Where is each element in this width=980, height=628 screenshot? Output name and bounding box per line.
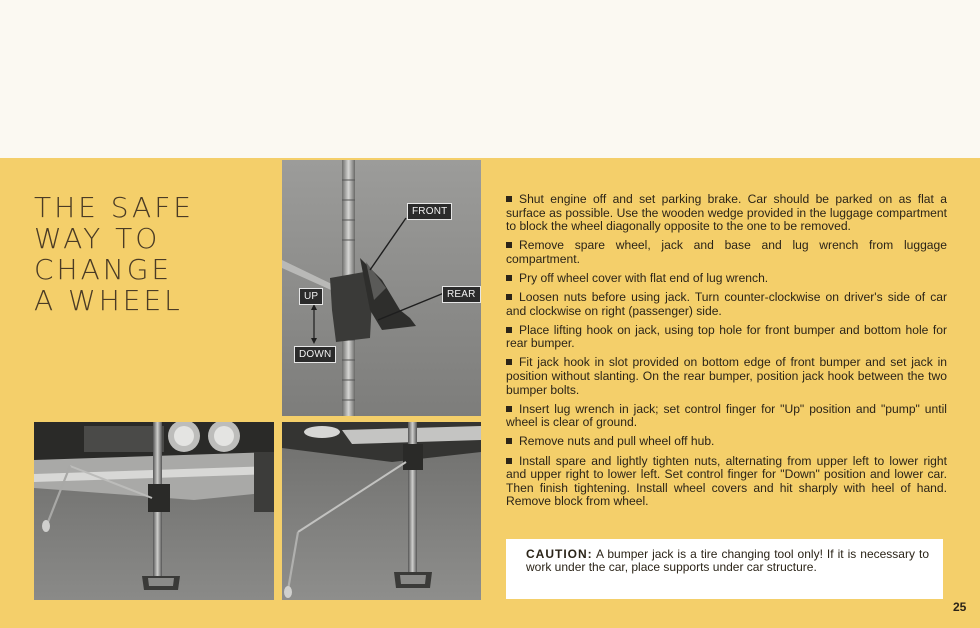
instruction-text: Place lifting hook on jack, using top hole for front bumper and bottom hole for rear bumper. (506, 322, 947, 351)
bullet-icon (506, 275, 512, 281)
front-label: FRONT (407, 203, 452, 220)
instruction-item (506, 291, 947, 318)
instruction-text: Insert lug wrench in jack; set control finger for "Up" position and "pump" until wheel is clear of ground. (506, 401, 947, 430)
instruction-item (506, 193, 947, 234)
front-bumper-illustration (34, 422, 274, 600)
title-line: CHANGE (34, 253, 173, 286)
bullet-icon (506, 458, 512, 464)
down-label: DOWN (294, 346, 336, 363)
bullet-icon (506, 438, 512, 444)
caution-box (506, 539, 943, 599)
rear-bumper-illustration (282, 422, 481, 600)
instruction-text: Fit jack hook in slot provided on bottom edge of front bumper and set jack in position without slanting. On the rear bumper, position jack hook between the two bumper bolts. (506, 355, 947, 397)
instruction-item (506, 356, 947, 397)
page-title (34, 192, 274, 316)
instruction-item (506, 435, 947, 449)
title-line: A WHEEL (34, 284, 183, 317)
caution-text: A bumper jack is a tire changing tool only! If it is necessary to work under the car, place supports under car structure. (526, 547, 929, 575)
instruction-item (506, 272, 947, 286)
page-number: 25 (953, 600, 967, 614)
jack-closeup-photo (282, 160, 481, 416)
rear-bumper-jack-photo (282, 422, 481, 600)
instruction-item (506, 324, 947, 351)
instruction-text: Pry off wheel cover with flat end of lug wrench. (519, 270, 769, 285)
front-bumper-jack-photo (34, 422, 274, 600)
instruction-item (506, 403, 947, 430)
up-label: UP (299, 288, 323, 305)
instruction-text: Install spare and lightly tighten nuts, alternating from upper left to lower right and upper right to lower left. Set control finger for "Down" position and lower car. Then finish tightening. Install wheel covers and hit sharply with heel of hand. Remove block from wheel. (506, 453, 947, 509)
rear-label: REAR (442, 286, 481, 303)
bullet-icon (506, 294, 512, 300)
instruction-item (506, 239, 947, 266)
instruction-text: Shut engine off and set parking brake. Car should be parked on as flat a surface as possible. Use the wooden wedge provided in the luggage compartment to block the wheel diagonally opposite to the one to be removed. (506, 192, 947, 234)
instruction-text: Remove nuts and pull wheel off hub. (519, 434, 715, 449)
bullet-icon (506, 327, 512, 333)
instruction-text: Remove spare wheel, jack and base and lug wrench from luggage compartment. (506, 238, 947, 266)
bullet-icon (506, 406, 512, 412)
title-line: THE SAFE (34, 191, 194, 224)
instruction-text: Loosen nuts before using jack. Turn counter-clockwise on driver's side of car and clockwise on right (passenger) side. (506, 290, 947, 318)
instruction-item (506, 455, 947, 509)
bullet-icon (506, 196, 512, 202)
bullet-icon (506, 242, 512, 248)
caution-heading: CAUTION: (526, 547, 593, 561)
title-line: WAY TO (34, 222, 161, 255)
instruction-list (506, 193, 947, 514)
bullet-icon (506, 359, 512, 365)
